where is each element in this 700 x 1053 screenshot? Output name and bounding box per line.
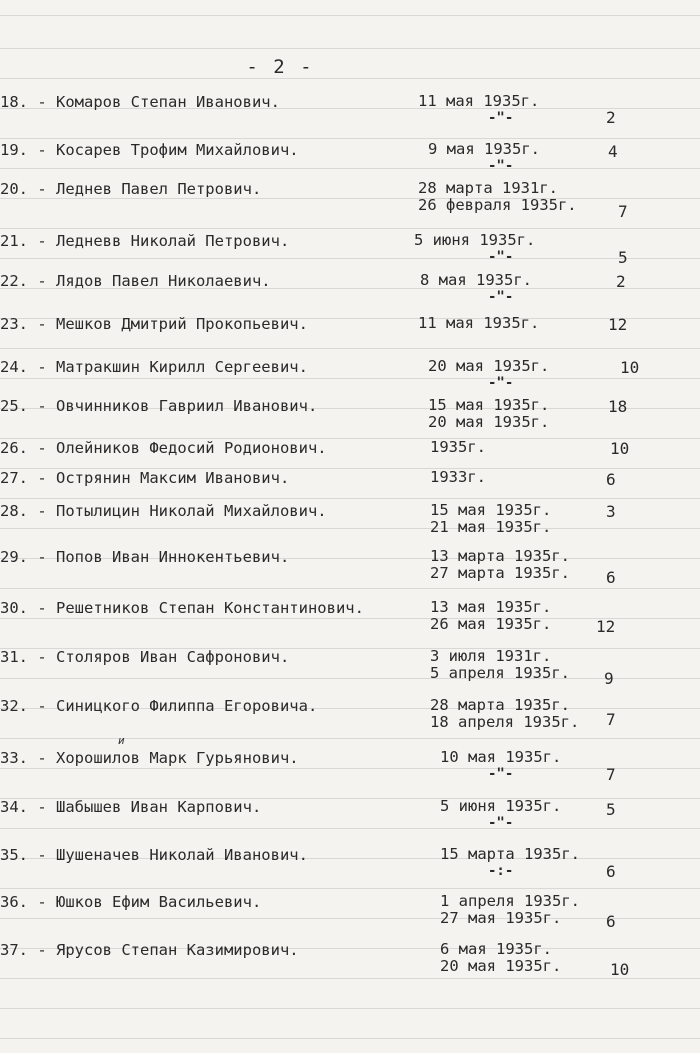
entry-name — [0, 141, 299, 159]
entry-dash: - — [28, 232, 56, 250]
entry-dates — [430, 439, 630, 456]
entry-dates — [418, 180, 618, 214]
entry-dates — [430, 469, 630, 486]
entry-count: 10 — [620, 358, 640, 377]
entry-name — [0, 439, 327, 457]
entry-name — [0, 272, 271, 290]
entry-number: 31. — [0, 648, 28, 666]
date-line: 27 мая 1935г. — [440, 909, 562, 927]
entry-number: 20. — [0, 180, 28, 198]
entry-name — [0, 941, 299, 959]
date-line: 20 мая 1935г. — [440, 957, 562, 975]
list-item — [0, 548, 700, 596]
entry-dates — [430, 648, 630, 682]
ditto-mark: -:- — [488, 863, 514, 879]
entry-count: 9 — [604, 669, 614, 688]
entry-number: 34. — [0, 798, 28, 816]
person-name: Олейников Федосий Родионович. — [56, 439, 327, 457]
list-item — [0, 599, 700, 647]
entry-dates — [428, 358, 628, 375]
entry-count: 6 — [606, 568, 616, 587]
entry-dash: - — [28, 272, 56, 290]
date-line: 5 июня 1935г. — [440, 797, 562, 815]
entry-dash: - — [28, 180, 56, 198]
date-line: 11 мая 1935г. — [418, 92, 540, 110]
entry-name — [0, 893, 261, 911]
entry-dash: - — [28, 439, 56, 457]
entry-count: 2 — [616, 272, 626, 291]
entry-name — [0, 93, 280, 111]
date-line: 13 марта 1935г. — [430, 547, 570, 565]
list-item — [0, 502, 700, 550]
ditto-mark: -"- — [488, 289, 514, 305]
list-item — [0, 798, 700, 846]
entry-number: 36. — [0, 893, 28, 911]
entry-name — [0, 502, 327, 520]
ditto-mark: -"- — [488, 249, 514, 265]
entry-count: 18 — [608, 397, 628, 416]
date-line: 15 марта 1935г. — [440, 845, 580, 863]
date-line: 11 мая 1935г. — [418, 314, 540, 332]
person-name: Ярусов Степан Казимирович. — [56, 941, 299, 959]
entry-dash: - — [28, 798, 56, 816]
entry-dash: - — [28, 469, 56, 487]
person-name: Шабышев Иван Карпович. — [56, 798, 262, 816]
person-name: Овчинников Гавриил Иванович. — [56, 397, 318, 415]
entry-number: 19. — [0, 141, 28, 159]
entry-count: 5 — [618, 248, 628, 267]
list-item — [0, 93, 700, 141]
entry-number: 26. — [0, 439, 28, 457]
entry-dates — [430, 502, 630, 536]
date-line: 15 мая 1935г. — [428, 396, 550, 414]
annotation-correction-33: и — [118, 734, 125, 747]
date-line: 20 мая 1935г. — [428, 357, 550, 375]
person-name: Косарев Трофим Михайлович. — [56, 141, 299, 159]
entry-number: 33. — [0, 749, 28, 767]
list-item — [0, 648, 700, 696]
person-name: Юшков Ефим Васильевич. — [56, 893, 262, 911]
entry-dates — [418, 315, 618, 332]
list-item — [0, 180, 700, 228]
entry-dash: - — [28, 93, 56, 111]
entry-dates — [430, 697, 630, 731]
entry-dash: - — [28, 846, 56, 864]
entry-dash: - — [28, 397, 56, 415]
entry-dash: - — [28, 141, 56, 159]
entry-number: 29. — [0, 548, 28, 566]
ditto-mark: -"- — [488, 815, 514, 831]
entry-dash: - — [28, 599, 56, 617]
entry-count: 10 — [610, 439, 630, 458]
person-name: Лядов Павел Николаевич. — [56, 272, 271, 290]
entry-number: 27. — [0, 469, 28, 487]
date-line: 3 июля 1931г. — [430, 647, 552, 665]
entry-dash: - — [28, 358, 56, 376]
entry-number: 35. — [0, 846, 28, 864]
entry-dash: - — [28, 749, 56, 767]
entry-count: 4 — [608, 142, 618, 161]
entry-dash: - — [28, 941, 56, 959]
entry-count: 5 — [606, 800, 616, 819]
entry-count: 7 — [618, 202, 628, 221]
entry-dash: - — [28, 697, 56, 715]
date-line: 18 апреля 1935г. — [430, 713, 580, 731]
entry-dates — [414, 232, 614, 249]
person-name: Комаров Степан Иванович. — [56, 93, 280, 111]
entry-number: 21. — [0, 232, 28, 250]
date-line: 1933г. — [430, 468, 486, 486]
entry-name — [0, 469, 289, 487]
date-line: 26 февраля 1935г. — [418, 196, 577, 214]
entry-name — [0, 846, 308, 864]
entry-dash: - — [28, 648, 56, 666]
entry-name — [0, 599, 364, 617]
date-line: 8 мая 1935г. — [420, 271, 532, 289]
date-line: 28 марта 1931г. — [418, 179, 558, 197]
page-number: - 2 - — [246, 56, 314, 78]
date-line: 6 мая 1935г. — [440, 940, 552, 958]
date-line: 5 июня 1935г. — [414, 231, 536, 249]
entry-count: 7 — [606, 765, 616, 784]
person-name: Матракшин Кирилл Сергеевич. — [56, 358, 308, 376]
entry-number: 25. — [0, 397, 28, 415]
entry-name — [0, 648, 289, 666]
entry-count: 3 — [606, 502, 616, 521]
entry-number: 37. — [0, 941, 28, 959]
person-name: Попов Иван Иннокентьевич. — [56, 548, 290, 566]
entry-count: 7 — [606, 710, 616, 729]
entry-count: 6 — [606, 470, 616, 489]
entry-count: 12 — [608, 315, 628, 334]
entry-dash: - — [28, 893, 56, 911]
entry-dash: - — [28, 548, 56, 566]
entry-dates — [420, 272, 620, 289]
entry-number: 24. — [0, 358, 28, 376]
entry-name — [0, 315, 308, 333]
person-name: Острянин Максим Иванович. — [56, 469, 290, 487]
date-line: 21 мая 1935г. — [430, 518, 552, 536]
date-line: 1935г. — [430, 438, 486, 456]
entry-name — [0, 358, 308, 376]
person-name: Шушеначев Николай Иванович. — [56, 846, 308, 864]
list-item — [0, 846, 700, 894]
person-name: Ледневв Николай Петрович. — [56, 232, 290, 250]
person-name: Столяров Иван Сафронович. — [56, 648, 290, 666]
entry-dates — [430, 548, 630, 582]
entry-dates — [440, 846, 640, 863]
entry-count: 6 — [606, 862, 616, 881]
ditto-mark: -"- — [488, 158, 514, 174]
list-item — [0, 315, 700, 363]
entry-count: 12 — [596, 617, 616, 636]
entry-dates — [418, 93, 618, 110]
entry-number: 28. — [0, 502, 28, 520]
person-name: Леднев Павел Петрович. — [56, 180, 262, 198]
entry-dates — [440, 749, 640, 766]
person-name: Мешков Дмитрий Прокопьевич. — [56, 315, 308, 333]
ditto-mark: -"- — [488, 110, 514, 126]
list-item — [0, 749, 700, 797]
list-item — [0, 397, 700, 445]
ditto-mark: -"- — [488, 766, 514, 782]
entry-dash: - — [28, 502, 56, 520]
person-name: Синицкого Филиппа Егоровича. — [56, 697, 318, 715]
list-item — [0, 893, 700, 941]
entry-name — [0, 548, 289, 566]
date-line: 26 мая 1935г. — [430, 615, 552, 633]
date-line: 5 апреля 1935г. — [430, 664, 570, 682]
entry-count: 2 — [606, 108, 616, 127]
date-line: 27 марта 1935г. — [430, 564, 570, 582]
entry-dates — [428, 141, 628, 158]
entry-name — [0, 798, 261, 816]
list-item — [0, 941, 700, 989]
date-line: 20 мая 1935г. — [428, 413, 550, 431]
ditto-mark: -"- — [488, 375, 514, 391]
entry-dates — [428, 397, 628, 431]
date-line: 13 мая 1935г. — [430, 598, 552, 616]
date-line: 9 мая 1935г. — [428, 140, 540, 158]
date-line: 28 марта 1935г. — [430, 696, 570, 714]
list-item — [0, 697, 700, 745]
entry-count: 10 — [610, 960, 630, 979]
entry-number: 18. — [0, 93, 28, 111]
entry-dash: - — [28, 315, 56, 333]
list-item — [0, 272, 700, 320]
entry-number: 32. — [0, 697, 28, 715]
entry-name — [0, 180, 261, 198]
entry-name — [0, 232, 289, 250]
entry-name — [0, 397, 317, 415]
entry-number: 23. — [0, 315, 28, 333]
entry-number: 30. — [0, 599, 28, 617]
person-name: Потылицин Николай Михайлович. — [56, 502, 327, 520]
entry-name — [0, 749, 299, 767]
person-name: Хорошилов Марк Гурьянович. — [56, 749, 299, 767]
date-line: 1 апреля 1935г. — [440, 892, 580, 910]
entry-count: 6 — [606, 912, 616, 931]
entry-number: 22. — [0, 272, 28, 290]
date-line: 15 мая 1935г. — [430, 501, 552, 519]
date-line: 10 мая 1935г. — [440, 748, 562, 766]
entry-name — [0, 697, 317, 715]
person-name: Решетников Степан Константинович. — [56, 599, 364, 617]
